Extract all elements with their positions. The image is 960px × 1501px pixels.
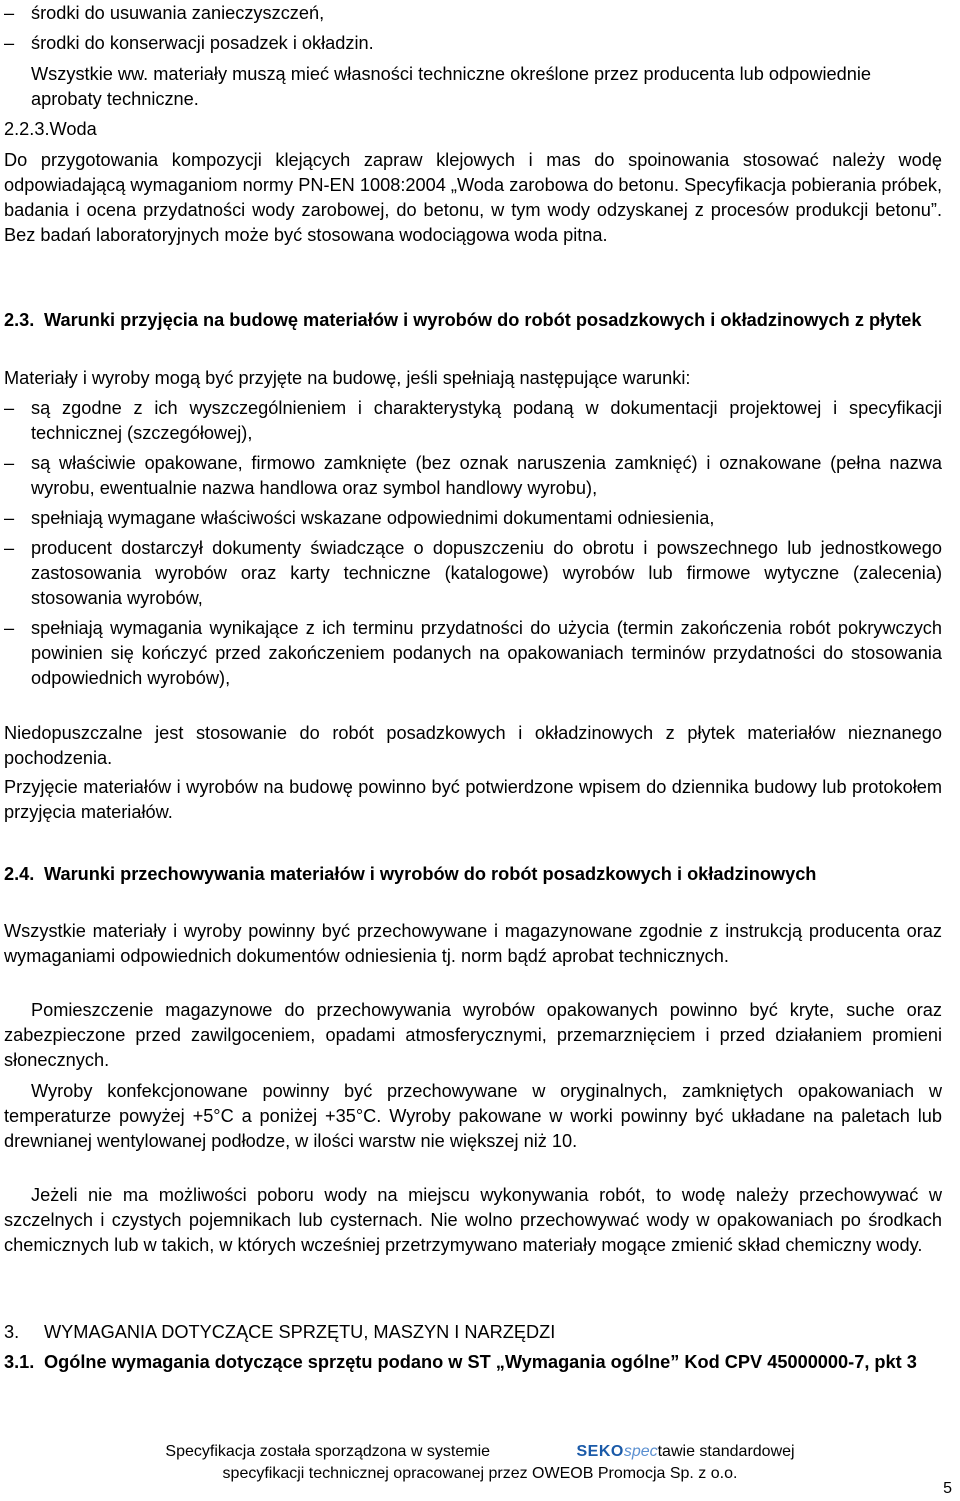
section-number: 3. [4,1322,20,1342]
section-2-4-heading [4,862,942,887]
section-2-2-3-heading [4,117,97,142]
dash-bullet: – [4,398,15,418]
section-number: 3.1. [4,1352,35,1372]
list-item: – spełniają wymagania wynikające z ich terminu przydatności do użycia (termin zakończenia robót pokrywczych powinien się kończyć przed zakończeniem podanych na opakowaniach terminów przydatności do stosowania odpowiednich wyrobów), [4,618,942,688]
page-footer [0,1441,960,1485]
section-number: 2.4. [4,864,35,884]
footer-line-2: specyfikacji technicznej opracowanej przez OWEOB Promocja Sp. z o.o. [222,1465,738,1482]
top-note: Wszystkie ww. materiały muszą mieć własności techniczne określone przez producenta lub odpowiednie aprobaty techniczne. [31,64,872,109]
list-item: – środki do konserwacji posadzek i okładzin. [4,31,942,56]
dash-bullet: – [4,3,15,23]
section-2-3-para2: Przyjęcie materiałów i wyrobów na budowę powinno być potwierdzone wpisem do dziennika budowy lub protokołem przyjęcia materiałów. [4,777,942,822]
section-2-4-para3: Wyroby konfekcjonowane powinny być przechowywane w oryginalnych, zamkniętych opakowaniach w temperaturze powyżej +5°C a poniżej +35°C. Wyroby pakowane w worki powinny być układane na paletach lub drewnianej wentylowanej podłodze, w ilości warstw nie większej niż 10. [4,1081,942,1151]
footer-suffix: tawie standardowej [657,1443,795,1460]
section-title: Warunki przechowywania materiałów i wyrobów do robót posadzkowych i okładzinowych [44,864,817,884]
list-item: – środki do usuwania zanieczyszczeń, [4,1,942,26]
list-item: – są zgodne z ich wyszczególnieniem i charakterystyką podaną w dokumentacji projektowej i specyfikacji technicznej (szczegółowej), [4,398,942,443]
seko-logo-text: SEKO [576,1443,624,1460]
section-title: WYMAGANIA DOTYCZĄCE SPRZĘTU, MASZYN I NARZĘDZI [44,1322,556,1342]
dash-bullet: – [4,33,15,53]
dash-bullet: – [4,508,15,528]
section-number: 2.2.3. [4,119,50,139]
page-number: 5 [943,1480,952,1497]
footer-prefix: Specyfikacja została sporządzona w systemie [165,1443,491,1460]
dash-bullet: – [4,618,15,638]
section-2-3-para1: Niedopuszczalne jest stosowanie do robót posadzkowych i okładzinowych z płytek materiałów nieznanego pochodzenia. [4,723,942,768]
list-item: – spełniają wymagane właściwości wskazane odpowiednimi dokumentami odniesienia, [4,506,942,531]
section-title: Ogólne wymagania dotyczące sprzętu podano w ST „Wymagania ogólne” Kod CPV 45000000-7, pkt 3 [44,1352,917,1372]
section-2-4-para2: Pomieszczenie magazynowe do przechowywania wyrobów opakowanych powinno być kryte, suche oraz zabezpieczone przed zawilgoceniem, opadami atmosferycznymi, przemarznięciem i przed działaniem promieni słonecznych. [4,1000,942,1070]
section-title: Woda [49,119,97,139]
section-2-4-para4: Jeżeli nie ma możliwości poboru wody na miejscu wykonywania robót, to wodę należy przechowywać w szczelnych i czystych pojemnikach lub cysternach. Nie wolno przechowywać wody w opakowaniach po środkach chemicznych lub w takich, w których wcześniej przetrzymywano materiały mogące zmienić skład chemiczny wody. [4,1185,942,1255]
list-item: – producent dostarczył dokumenty świadczące o dopuszczeniu do obrotu i powszechnego lub jednostkowego zastosowania wyrobów oraz karty techniczne (katalogowe) wyrobów lub firmowe wytyczne (zalecenia) stosowania wyrobów, [4,538,942,608]
section-3-1-heading [4,1350,942,1375]
section-2-2-3-body: Do przygotowania kompozycji klejących zapraw klejowych i mas do spoinowania stosować należy wodę odpowiadającą wymaganiom normy PN-EN 1008:2004 „Woda zarobowa do betonu. Specyfikacja pobierania próbek, badania i ocena przydatności wody zarobowej, do betonu, w tym wody odzyskanej z procesów produkcji betonu”. Bez badań laboratoryjnych może być stosowana wodociągowa woda pitna. [4,150,942,245]
section-2-3-heading [4,308,942,333]
dash-bullet: – [4,453,15,473]
section-2-3-intro: Materiały i wyroby mogą być przyjęte na budowę, jeśli spełniają następujące warunki: [4,368,691,388]
section-title: Warunki przyjęcia na budowę materiałów i wyrobów do robót posadzkowych i okładzinowych z płytek [44,310,922,330]
section-number: 2.3. [4,310,35,330]
footer-line-1 [0,1441,960,1463]
dash-bullet: – [4,538,15,558]
top-list [4,1,942,56]
list-item: – są właściwie opakowane, firmowo zamknięte (bez oznak naruszenia zamknięć) i oznakowane (pełna nazwa wyrobu, ewentualnie nazwa handlowa oraz symbol handlowy wyrobu), [4,453,942,498]
spec-logo-text: spec [623,1443,658,1460]
section-3-heading [4,1320,942,1345]
section-2-4-para1: Wszystkie materiały i wyroby powinny być przechowywane i magazynowane zgodnie z instrukcją producenta oraz wymaganiami odpowiednich dokumentów odniesienia tj. norm bądź aprobat technicznych. [4,921,942,966]
conditions-list [4,396,942,691]
